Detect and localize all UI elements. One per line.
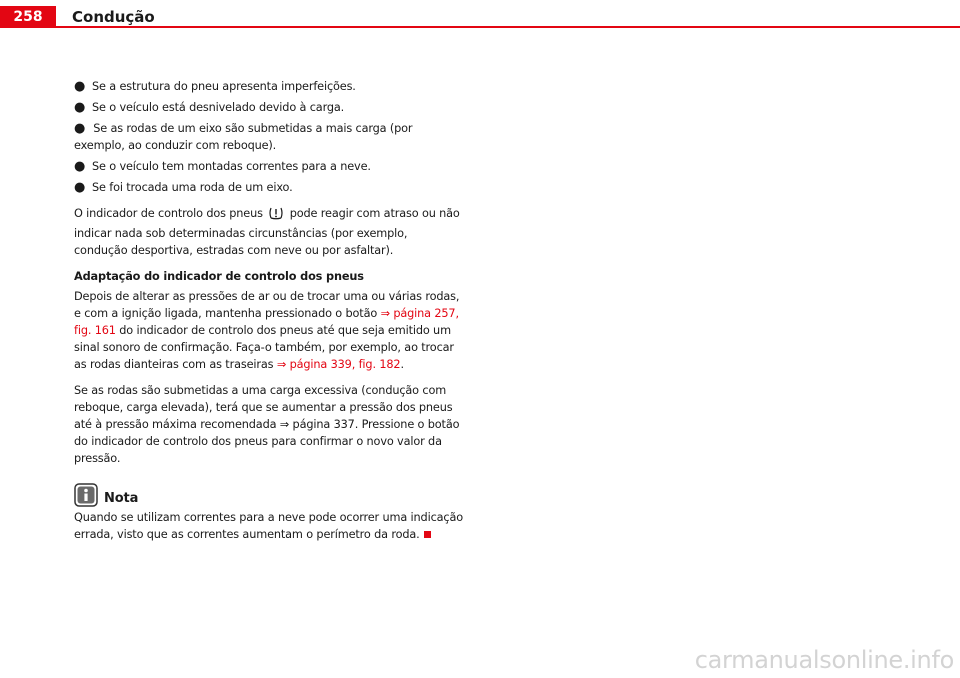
indicator-paragraph: O indicador de controlo dos pneus pode reagir com atraso ou não indicar nada sob determinadas circunstâncias (por exemplo, condução desportiva, estradas com neve ou por asfaltar). xyxy=(74,207,460,257)
info-icon xyxy=(74,483,98,507)
chapter-title: Condução xyxy=(72,8,155,26)
adaptation-paragraph-2: Se as rodas são submetidas a uma carga excessiva (condução com reboque, carga elevada), terá que se aumentar a pressão dos pneus até à pressão máxima recomendada ⇒ página 337. Pressione o botão do indicador de controlo dos pneus para confirmar o novo valor da pressão. xyxy=(74,384,460,465)
bullet-icon: ● xyxy=(74,121,86,136)
page-link[interactable]: ⇒ página 257, fig. 161 xyxy=(74,307,459,337)
adaptation-paragraph-1: Depois de alterar as pressões de ar ou de trocar uma ou várias rodas, e com a ignição ligada, mantenha pressionado o botão ⇒ página 257, fig. 161 do indicador de controlo dos pneus até que seja emitido um sinal sonoro de confirmação. Faça-o também, por exemplo, ao trocar as rodas dianteiras com as traseiras ⇒ página 339, fig. 182. xyxy=(74,290,460,371)
note-header xyxy=(74,483,464,507)
list-item-text: Se as rodas de um eixo são submetidas a mais carga (por exemplo, ao conduzir com reboque). xyxy=(74,122,413,152)
tyre-pressure-icon xyxy=(268,206,284,225)
note-title: Nota xyxy=(104,491,139,506)
section-heading: Adaptação do indicador de controlo dos pneus xyxy=(74,270,364,283)
bullet-icon: ● xyxy=(74,79,86,94)
list-item xyxy=(74,120,464,154)
end-of-section-icon xyxy=(424,531,431,538)
list-item-text: Se a estrutura do pneu apresenta imperfeições. xyxy=(92,80,356,93)
page-link[interactable]: ⇒ página 339, fig. 182 xyxy=(276,358,401,371)
watermark: carmanualsonline.info xyxy=(694,646,954,674)
page-header xyxy=(0,0,960,28)
list-item-text: Se o veículo está desnivelado devido à carga. xyxy=(92,101,345,114)
page-number: 258 xyxy=(0,6,56,28)
bullet-icon: ● xyxy=(74,100,86,115)
list-item xyxy=(74,179,464,196)
list-item xyxy=(74,158,464,175)
note-text: Quando se utilizam correntes para a neve pode ocorrer uma indicação errada, visto que as correntes aumentam o perímetro da roda. xyxy=(74,511,463,541)
page-content xyxy=(74,78,464,543)
list-item xyxy=(74,99,464,116)
bullet-icon: ● xyxy=(74,159,86,174)
list-item-text: Se o veículo tem montadas correntes para a neve. xyxy=(92,160,371,173)
note-block xyxy=(74,483,464,543)
list-item xyxy=(74,78,464,95)
header-rule xyxy=(0,26,960,28)
list-item-text: Se foi trocada uma roda de um eixo. xyxy=(92,181,293,194)
bullet-icon: ● xyxy=(74,180,86,195)
